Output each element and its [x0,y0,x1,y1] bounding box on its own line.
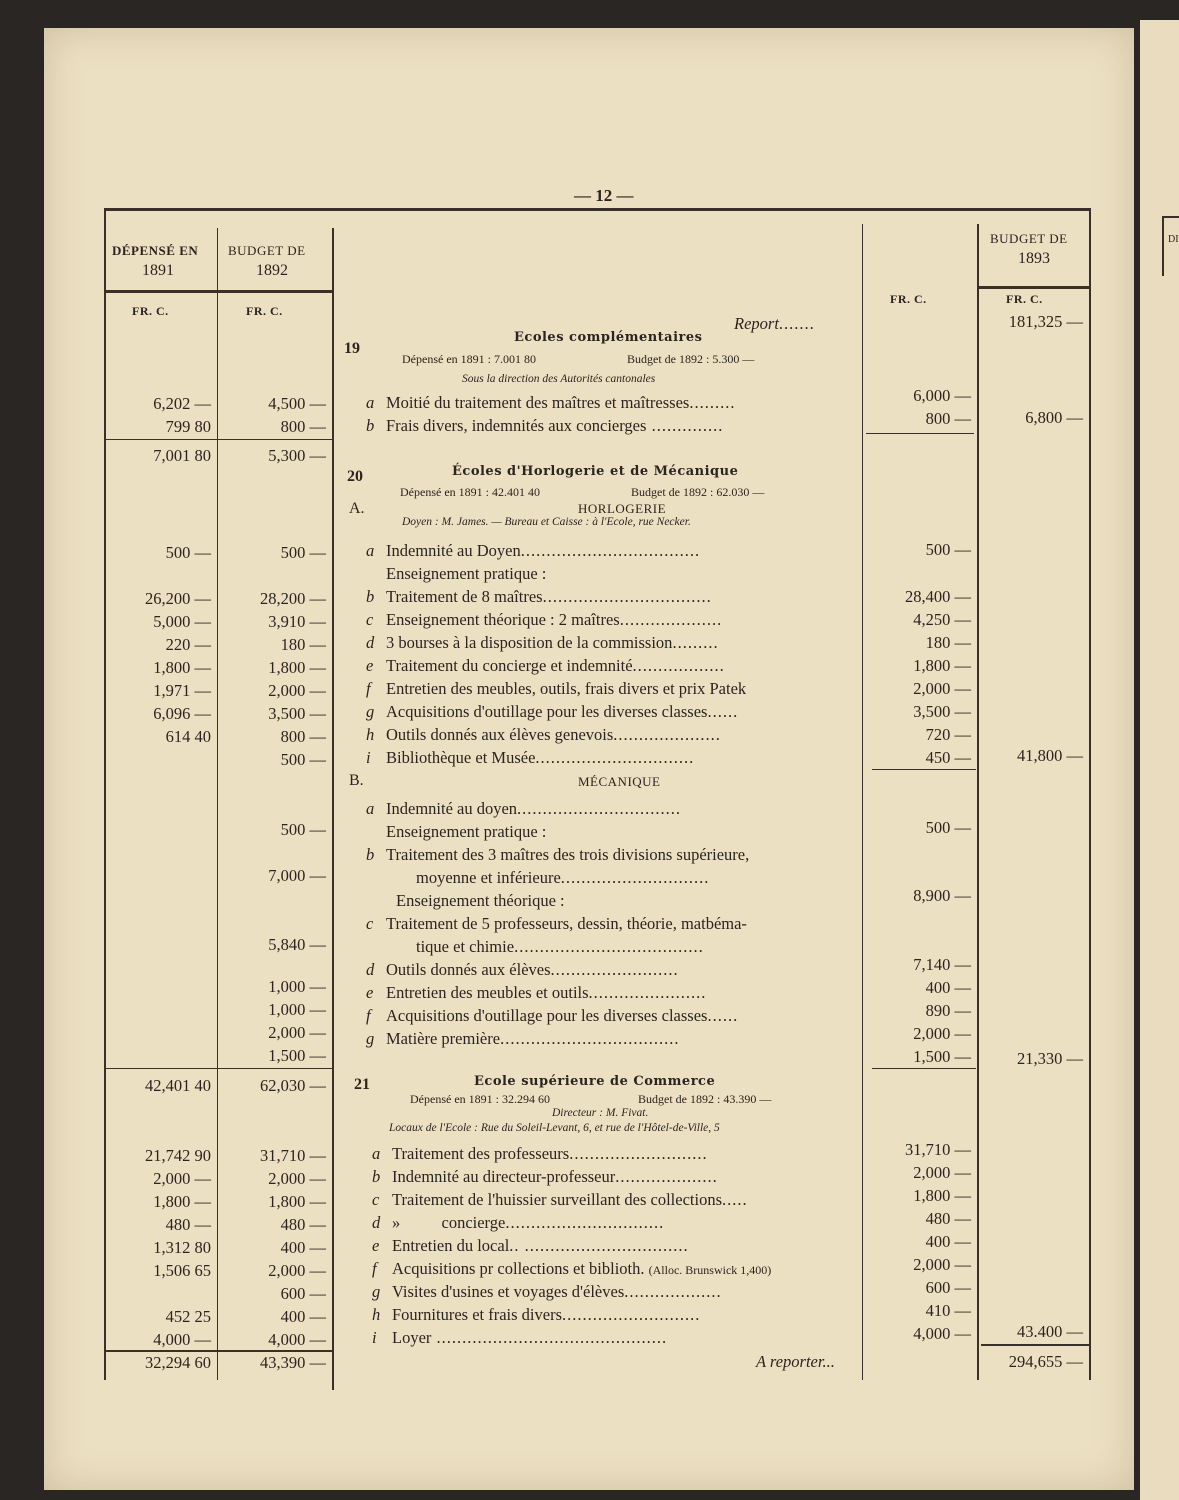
s20a-row4-c3: 4,250 — [913,610,971,629]
s21-i-c1: 4,000 — [153,1330,211,1349]
s20b-f-c3: 2,000 — [913,1024,971,1043]
s20a-subhead-pratique: Enseignement pratique : [386,564,547,583]
s21-item-g: g Visites d'usines et voyages d'élèves................... [372,1282,722,1301]
s20b-e-c3: 890 — [925,1001,971,1020]
s21-g-c2: 600 — [280,1284,326,1303]
s21-c-c1: 1,800 — [153,1192,211,1211]
section-21-director: Directeur : M. Fivat. [552,1107,649,1119]
s20a-row9-c2: 800 — [280,727,326,746]
section-21-title: Ecole supérieure de Commerce [474,1074,716,1089]
s20a-item-d: d 3 bourses à la disposition de la commission......... [366,633,719,652]
document-page [44,28,1134,1490]
s19-b-c2: 800 — [280,417,326,436]
col1-header-label: DÉPENSÉ EN [112,243,199,258]
s20a-row5-c1: 220 — [165,635,211,654]
section-19-depense: Dépensé en 1891 : 7.001 80 [402,352,536,366]
s19-sum-rule-c3 [866,433,974,434]
header-rule-right [979,286,1089,289]
s20b-item-g: g Matière première................................... [366,1029,680,1048]
s20b-item-b: b Traitement des 3 maîtres des trois divisions supérieure, [366,845,750,864]
s21-a-c1: 21,742 90 [145,1146,211,1165]
s20a-row8-c3: 3,500 — [913,702,971,721]
s21-d-c2: 480 — [280,1215,326,1234]
s20a-row9-c1: 614 40 [165,727,211,746]
s21-a-c2: 31,710 — [260,1146,326,1165]
s19-total-c4: 6,800 — [1025,408,1083,427]
col1-header-year: 1891 [142,262,174,279]
report-label: Report....... [734,314,815,333]
s21-e-c2: 400 — [280,1238,326,1257]
s21-total-c2: 43,390 — [260,1353,326,1372]
section-20-b-label: B. [349,772,364,789]
s19-a-c2: 4,500 — [268,394,326,413]
s20b-f-c2: 2,000 — [268,1023,326,1042]
top-rule [104,208,1091,211]
s20b-item-e: e Entretien des meubles et outils....................... [366,983,707,1002]
section-20-number: 20 [347,468,363,485]
s20b-d-c3: 400 — [925,978,971,997]
s21-item-c: c Traitement de l'huissier surveillant des collections..... [372,1190,748,1209]
s20b-c-c2: 5,840 — [268,935,326,954]
s21-item-d: d » concierge............................... [372,1213,665,1232]
s20-total-c1: 42,401 40 [145,1076,211,1095]
s20a-row1-c1: 500 — [165,543,211,562]
s21-f-c2: 2,000 — [268,1261,326,1280]
section-19-title: Ecoles complémentaires [514,330,703,345]
section-20-title: Écoles d'Horlogerie et de Mécanique [452,464,739,479]
section-20-a-note: Doyen : M. James. — Bureau et Caisse : à l'Ecole, rue Necker. [402,516,691,528]
col2-header-label: BUDGET DE [228,243,306,258]
s19-total-c1: 7,001 80 [153,446,211,465]
s20a-row6-c1: 1,800 — [153,658,211,677]
s20a-row5-c2: 180 — [280,635,326,654]
section-20-a-title: HORLOGERIE [578,501,667,516]
s20b-a-c2: 500 — [280,820,326,839]
s21-e-c1: 1,312 80 [153,1238,211,1257]
s20a-item-c: c Enseignement théorique : 2 maîtres.................... [366,610,723,629]
s20b-item-c: c Traitement de 5 professeurs, dessin, théorie, matbéma- [366,914,747,933]
section-19-note: Sous la direction des Autorités cantonales [462,373,656,385]
s20a-row10-c3: 450 — [925,748,971,767]
col1-units: FR. C. [132,304,169,318]
s21-item-e: e Entretien du local.. ................................ [372,1236,689,1255]
s21-g-c3: 600 — [925,1278,971,1297]
s20a-item-h: h Outils donnés aux élèves genevois..................... [366,725,721,744]
s20a-row3-c2: 28,200 — [260,589,326,608]
s20a-row3-c1: 26,200 — [145,589,211,608]
s19-b-c1: 799 80 [165,417,211,436]
s20a-row6-c2: 1,800 — [268,658,326,677]
s21-f-c1: 1,506 65 [153,1261,211,1280]
section-21-depense: Dépensé en 1891 : 32.294 60 [410,1092,550,1106]
s21-total-c4: 43.400 — [1017,1322,1083,1341]
col4-header-label: BUDGET DE [990,231,1068,246]
a-reporter-total: 294,655 — [1008,1352,1083,1371]
s20a-row4-c1: 5,000 — [153,612,211,631]
s20-sum-rule [106,1068,332,1069]
section-19-budget: Budget de 1892 : 5.300 — [627,352,755,366]
s20b-b-c3: 8,900 — [913,886,971,905]
s21-d-c3: 480 — [925,1209,971,1228]
s19-item-b: b Frais divers, indemnités aux concierges .............. [366,416,724,435]
section-21-locaux: Locaux de l'Ecole : Rue du Soleil-Levant, 6, et rue de l'Hôtel-de-Ville, 5 [389,1122,720,1134]
s21-b-c2: 2,000 — [268,1169,326,1188]
col4-header-year: 1893 [1018,250,1050,267]
s20b-item-d: d Outils donnés aux élèves......................... [366,960,679,979]
s21-b-c3: 2,000 — [913,1163,971,1182]
s19-b-c3: 800 — [925,409,971,428]
s20b-g-c2: 1,500 — [268,1046,326,1065]
s20b-item-b-cont: moyenne et inférieure............................. [416,868,710,887]
s20b-a-c3: 500 — [925,818,971,837]
s21-i-c3: 4,000 — [913,1324,971,1343]
s20a-row8-c1: 6,096 — [153,704,211,723]
s20b-item-f: f Acquisitions d'outillage pour les diverses classes...... [366,1006,739,1025]
s21-total-c1: 32,294 60 [145,1353,211,1372]
col-divider-4 [977,224,979,1380]
section-21-budget: Budget de 1892 : 43.390 — [638,1092,772,1106]
s20b-subhead-theorique: Enseignement théorique : [396,891,565,910]
s20a-item-g: g Acquisitions d'outillage pour les diverses classes...... [366,702,739,721]
s20a-row1-c2: 500 — [280,543,326,562]
page-number: — 12 — [574,186,634,205]
frame-right [1089,210,1091,1380]
col4-units: FR. C. [1006,292,1043,306]
s20a-item-b: b Traitement de 8 maîtres................................. [366,587,712,606]
s21-f-c3: 2,000 — [913,1255,971,1274]
s20a-row6-c3: 1,800 — [913,656,971,675]
s20b-b-c2: 7,000 — [268,866,326,885]
s20a-total-c4: 41,800 — [1017,746,1083,765]
s21-d-c1: 480 — [165,1215,211,1234]
s20a-row7-c2: 2,000 — [268,681,326,700]
s19-a-c1: 6,202 — [153,394,211,413]
s20b-total-c4: 21,330 — [1017,1049,1083,1068]
s19-total-c2: 5,300 — [268,446,326,465]
col3-units: FR. C. [890,292,927,306]
s20a-row3-c3: 28,400 — [905,587,971,606]
s20a-item-i: i Bibliothèque et Musée............................... [366,748,695,767]
report-total: 181,325 — [1008,312,1083,331]
s20a-row7-c1: 1,971 — [153,681,211,700]
s20b-c-c3: 7,140 — [913,955,971,974]
next-page-edge [1140,20,1179,1500]
s20b-sum-rule-c3 [872,1068,976,1069]
section-20-depense: Dépensé en 1891 : 42.401 40 [400,485,540,499]
s20a-row9-c3: 720 — [925,725,971,744]
s20a-sum-rule-c3 [872,769,976,770]
col-divider-2 [332,228,334,1390]
s21-item-i: i Loyer ............................................. [372,1328,668,1347]
s20-total-c2: 62,030 — [260,1076,326,1095]
section-19-number: 19 [344,340,360,357]
s19-sum-rule [106,439,332,440]
col2-header-year: 1892 [256,262,288,279]
s20a-item-a: a Indemnité au Doyen................................... [366,541,701,560]
s21-c-c2: 1,800 — [268,1192,326,1211]
s19-a-c3: 6,000 — [913,386,971,405]
s21-item-b: b Indemnité au directeur-professeur.................... [372,1167,718,1186]
s20a-item-f: f Entretien des meubles, outils, frais divers et prix Patek [366,679,747,698]
section-21-number: 21 [354,1076,370,1093]
s21-a-c3: 31,710 — [905,1140,971,1159]
s21-h-c3: 410 — [925,1301,971,1320]
s20b-g-c3: 1,500 — [913,1047,971,1066]
s21-h-c2: 400 — [280,1307,326,1326]
s21-c-c3: 1,800 — [913,1186,971,1205]
section-20-b-title: MÉCANIQUE [578,774,661,789]
s21-sum-rule-c4 [981,1344,1089,1346]
s20a-row4-c2: 3,910 — [268,612,326,631]
s21-sum-rule [106,1350,332,1352]
s20b-item-a: a Indemnité au doyen................................ [366,799,682,818]
s19-item-a: a Moitié du traitement des maîtres et maîtresses......... [366,393,736,412]
s21-h-c1: 452 25 [165,1307,211,1326]
col2-units: FR. C. [246,304,283,318]
s20a-row10-c2: 500 — [280,750,326,769]
s20b-item-c-cont: tique et chimie..................................... [416,937,704,956]
s21-item-f: f Acquisitions pr collections et biblioth. (Alloc. Brunswick 1,400) [372,1259,772,1278]
next-page-header: DI [1162,216,1179,276]
s20a-row1-c3: 500 — [925,540,971,559]
s21-e-c3: 400 — [925,1232,971,1251]
s20a-row8-c2: 3,500 — [268,704,326,723]
s20b-e-c2: 1,000 — [268,1000,326,1019]
section-20-a-label: A. [349,500,365,517]
s20a-row5-c3: 180 — [925,633,971,652]
a-reporter-label: A reporter... [756,1352,835,1371]
s20a-row7-c3: 2,000 — [913,679,971,698]
header-rule-left [106,290,332,293]
section-20-budget: Budget de 1892 : 62.030 — [631,485,765,499]
s21-b-c1: 2,000 — [153,1169,211,1188]
s20b-d-c2: 1,000 — [268,977,326,996]
s20a-item-e: e Traitement du concierge et indemnité.................. [366,656,725,675]
s21-i-c2: 4,000 — [268,1330,326,1349]
s20b-subhead-pratique: Enseignement pratique : [386,822,547,841]
s21-item-h: h Fournitures et frais divers........................... [372,1305,701,1324]
s21-item-a: a Traitement des professeurs........................... [372,1144,708,1163]
